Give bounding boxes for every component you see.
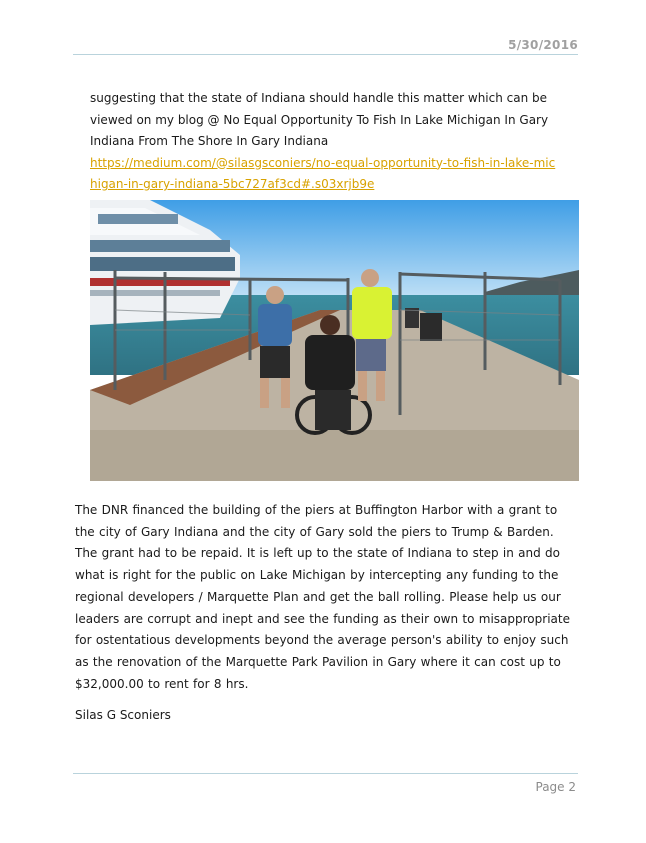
signature: Silas G Sconiers <box>75 708 171 722</box>
intro-text: suggesting that the state of Indiana should handle this matter which can be viewed on my blog @ No Equal Opportunity To Fish In Lake Michigan In Gary Indiana From The Shore In Gary Indiana <box>90 91 549 148</box>
header-date: 5/30/2016 <box>508 38 578 52</box>
blog-link[interactable]: https://medium.com/@silasgsconiers/no-equal-opportunity-to-fish-in-lake-michigan-in-gary-indiana-5bc727af3cd#.s03xrjb9e <box>90 155 556 191</box>
footer-divider <box>73 773 578 774</box>
intro-paragraph <box>90 88 560 196</box>
pier-photo <box>90 200 579 481</box>
main-paragraph <box>75 500 580 695</box>
main-paragraph-text: The DNR financed the building of the piers at Buffington Harbor with a grant to the city of Gary Indiana and the city of Gary sold the piers to Trump & Barden. The grant had to be repaid. It is left up to the state of Indiana to step in and do what is right for the public on Lake Michigan by intercepting any funding to the regional developers / Marquette Plan and get the ball rolling. Please help us our leaders are corrupt and inept and see the funding as their own to misappropriate for ostentatious developments beyond the average person's ability to enjoy such as the renovation of the Marquette Park Pavilion in Gary where it can cost up to $32,000.00 to rent for 8 hrs. <box>75 503 570 691</box>
page-number: Page 2 <box>535 780 576 794</box>
header-divider <box>73 54 578 55</box>
